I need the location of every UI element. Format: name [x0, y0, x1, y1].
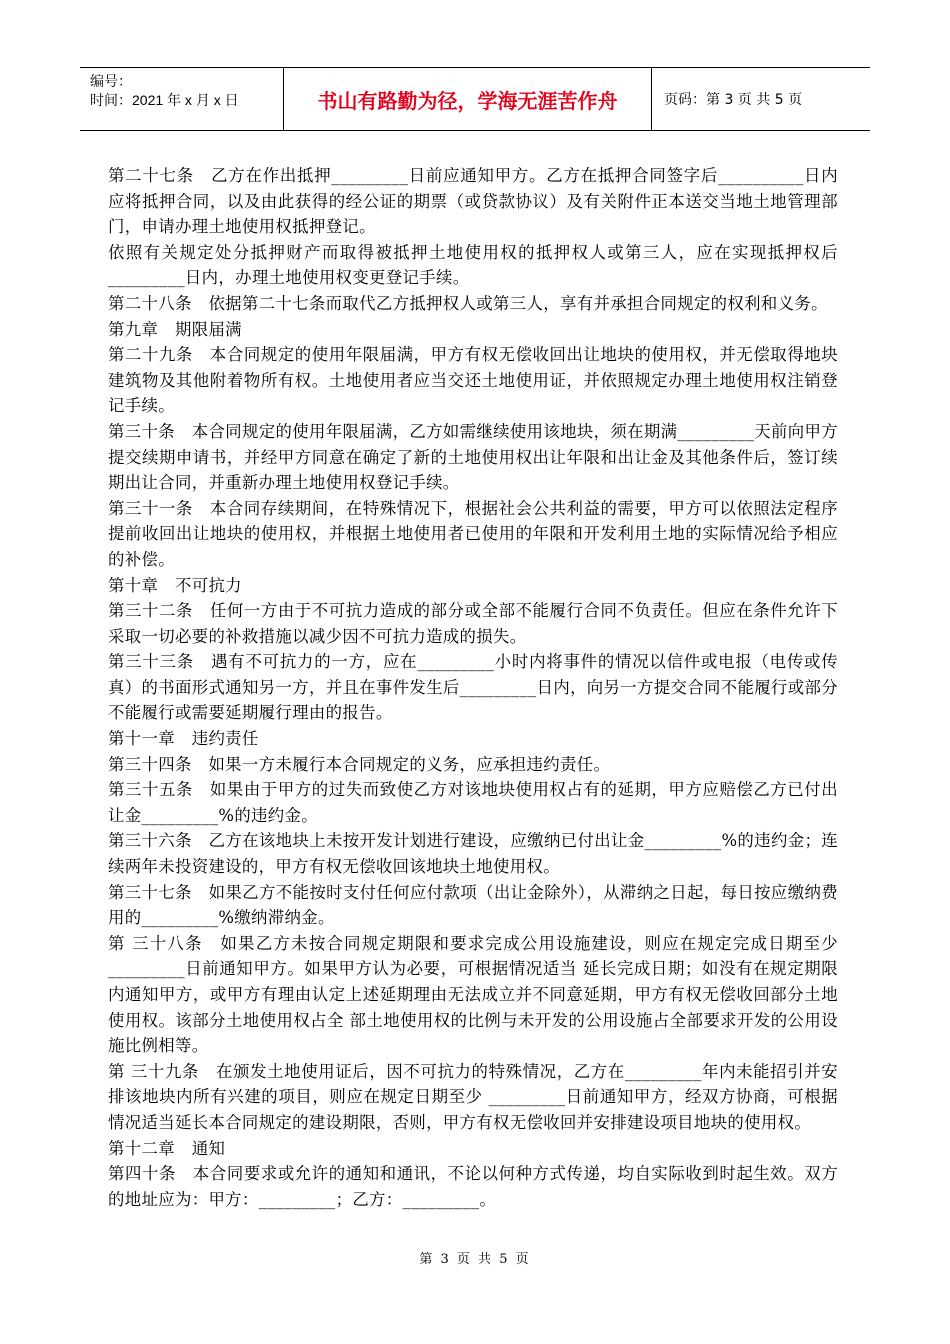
page-footer: 第 3 页 共 5 页	[419, 1252, 531, 1267]
article-37: 第三十七条 如果乙方不能按时支付任何应付款项（出让金除外），从滞纳之日起，每日按应缴纳费用的_________%缴纳滞纳金。	[108, 882, 838, 928]
article-38: 第 三十八条 如果乙方未按合同规定期限和要求完成公用设施建设，则应在规定完成日期至少_________日前通知甲方。如果甲方认为必要，可根据情况适当 延长完成日期；如没有在规定期限内通知甲方，或甲方有理由认定上述延期理由无法成立并不同意延期，甲方有权无偿收回部分土地使用权。该部分土地使用权占全 部土地使用权的比例与未开发的公用设施占全部要求开发的公用设施比例相等。	[108, 933, 838, 1056]
article-27-paragraph-2: 依照有关规定处分抵押财产而取得被抵押土地使用权的抵押权人或第三人，应在实现抵押权后_________日内，办理土地使用权变更登记手续。	[108, 242, 838, 288]
article-30: 第三十条 本合同规定的使用年限届满，乙方如需继续使用该地块，须在期满_________天前向甲方提交续期申请书，并经甲方同意在确定了新的土地使用权出让年限和出让金及其他条件后，签订续期出让合同，并重新办理土地使用权登记手续。	[108, 421, 838, 493]
chapter-10-heading: 第十章 不可抗力	[108, 575, 242, 595]
article-39: 第 三十九条 在颁发土地使用证后，因不可抗力的特殊情况，乙方在_________年内未能招引并安排该地块内所有兴建的项目，则应在规定日期至少 _________日前通知甲方，经双方协商，可根据情况适当延长本合同规定的建设期限，否则，甲方有权无偿收回并安排建设项目地块的使用权。	[108, 1061, 838, 1132]
article-33: 第三十三条 遇有不可抗力的一方，应在_________小时内将事件的情况以信件或电报（电传或传真）的书面形式通知另一方，并且在事件发生后_________日内，向另一方提交合同不能履行或部分不能履行或需要延期履行理由的报告。	[108, 652, 838, 723]
article-29: 第二十九条 本合同规定的使用年限届满，甲方有权无偿收回出让地块的使用权，并无偿取得地块建筑物及其他附着物所有权。土地使用者应当交还土地使用证，并依照规定办理土地使用权注销登记手续。	[108, 345, 838, 416]
document-number-label: 编号：	[90, 73, 132, 89]
article-34: 第三十四条 如果一方未履行本合同规定的义务，应承担违约责任。	[108, 754, 611, 774]
document-body	[108, 163, 838, 1212]
article-36: 第三十六条 乙方在该地块上未按开发计划进行建设，应缴纳已付出让金_________%的违约金；连续两年未投资建设的，甲方有权无偿收回该地块土地使用权。	[108, 831, 838, 877]
article-40: 第四十条 本合同要求或允许的通知和通讯，不论以何种方式传递，均自实际收到时起生效。双方的地址应为：甲方：_________；乙方：_________。	[108, 1164, 838, 1209]
article-28: 第二十八条 依据第二十七条而取代乙方抵押权人或第三人，享有并承担合同规定的权利和义务。	[108, 293, 828, 313]
page-header	[80, 67, 870, 131]
header-meta	[80, 68, 284, 130]
chapter-12-heading: 第十二章 通知	[108, 1138, 226, 1158]
header-motto: 书山有路勤为径，学海无涯苦作舟	[284, 68, 652, 130]
chapter-9-heading: 第九章 期限届满	[108, 319, 242, 339]
document-date-label: 时间：2021 年 x 月 x 日	[90, 92, 239, 108]
header-page-info: 页码：第 3 页 共 5 页	[664, 92, 803, 108]
article-27: 第二十七条 乙方在作出抵押_________日前应通知甲方。乙方在抵押合同签字后__________日内应将抵押合同，以及由此获得的经公证的期票（或贷款协议）及有关附件正本送交当地土地管理部门，申请办理土地使用权抵押登记。	[108, 166, 838, 237]
article-31: 第三十一条 本合同存续期间，在特殊情况下，根据社会公共利益的需要，甲方可以依照法定程序提前收回出让地块的使用权，并根据土地使用者已使用的年限和开发利用土地的实际情况给予相应的补偿。	[108, 498, 838, 569]
article-35: 第三十五条 如果由于甲方的过失而致使乙方对该地块使用权占有的延期，甲方应赔偿乙方已付出让金_________%的违约金。	[108, 780, 838, 825]
chapter-11-heading: 第十一章 违约责任	[108, 729, 259, 749]
article-32: 第三十二条 任何一方由于不可抗力造成的部分或全部不能履行合同不负责任。但应在条件允许下采取一切必要的补救措施以减少因不可抗力造成的损失。	[108, 601, 838, 646]
